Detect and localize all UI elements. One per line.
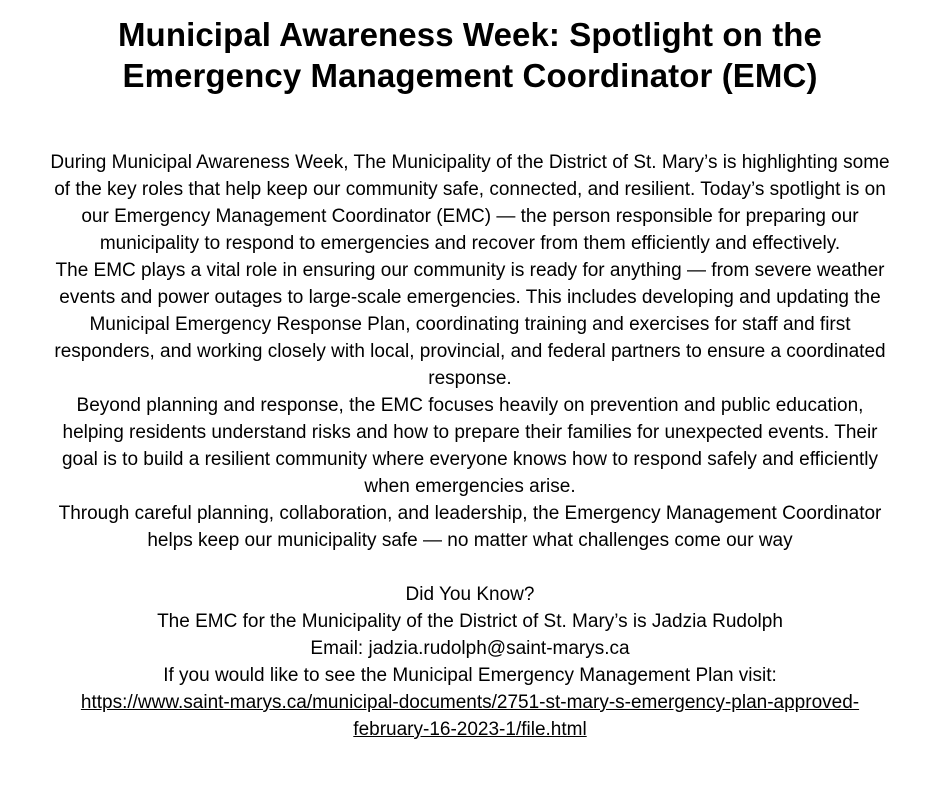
plan-intro-line: If you would like to see the Municipal Emergency Management Plan visit: bbox=[163, 665, 777, 686]
paragraph-prevention: Beyond planning and response, the EMC focuses heavily on prevention and public education, helping residents understand risks and how to prepare their families for unexpected events. Their goal is to build a resilient community where everyone knows how to respond safely and efficiently when emergencies arise. bbox=[61, 395, 879, 497]
email-line: Email: jadzia.rudolph@saint-marys.ca bbox=[310, 638, 630, 659]
page-title: Municipal Awareness Week: Spotlight on the Emergency Management Coordinator (EMC) bbox=[117, 16, 823, 94]
paragraph-intro: During Municipal Awareness Week, The Municipality of the District of St. Mary’s is highlighting some of the key roles that help keep our community safe, connected, and resilient. Today’s spotlight is on our Emergency Management Coordinator (EMC) — the person responsible for preparing our municipality to respond to emergencies and recover from them efficiently and effectively. bbox=[50, 152, 890, 254]
did-you-know-heading: Did You Know? bbox=[405, 584, 535, 605]
paragraph-role: The EMC plays a vital role in ensuring our community is ready for anything — from severe weather events and power outages to large-scale emergencies. This includes developing and updating the Municipal Emergency Response Plan, coordinating training and exercises for staff and first responders, and working closely with local, provincial, and federal partners to ensure a coordinated response. bbox=[54, 260, 886, 389]
emergency-plan-link[interactable]: https://www.saint-marys.ca/municipal-documents/2751-st-mary-s-emergency-plan-approved-february-16-2023-1/file.html bbox=[80, 692, 860, 740]
did-you-know-section bbox=[46, 581, 894, 743]
paragraph-closing: Through careful planning, collaboration, and leadership, the Emergency Management Coordinator helps keep our municipality safe — no matter what challenges come our way bbox=[58, 503, 882, 551]
article-body bbox=[46, 149, 894, 554]
emc-name-line: The EMC for the Municipality of the District of St. Mary’s is Jadzia Rudolph bbox=[157, 611, 783, 632]
plan-link-wrapper bbox=[46, 689, 894, 743]
